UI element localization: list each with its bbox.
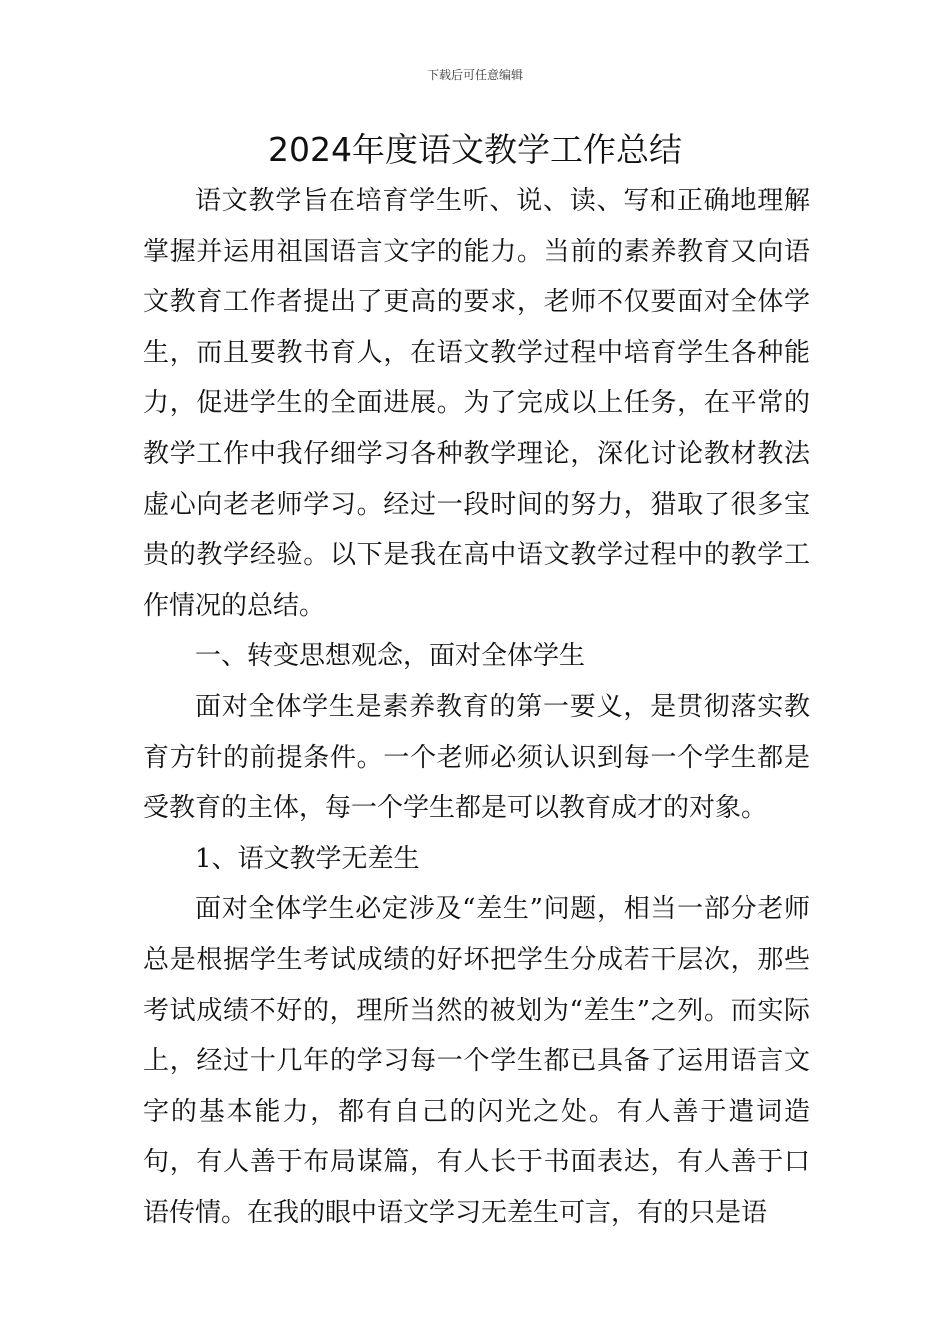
paragraph-intro: 语文教学旨在培育学生听、说、读、写和正确地理解掌握并运用祖国语言文字的能力。当前的素养教育又向语文教育工作者提出了更高的要求，老师不仅要面对全体学生，而且要教书育人，在语文教学过程中培育学生各种能力，促进学生的全面进展。为了完成以上任务，在平常的教学工作中我仔细学习各种教学理论，深化讨论教材教法虚心向老老师学习。经过一段时间的努力，猎取了很多宝贵的教学经验。以下是我在高中语文教学过程中的教学工作情况的总结。 (143, 186, 810, 621)
paragraph-section-1: 面对全体学生是素养教育的第一要义，是贯彻落实教育方针的前提条件。一个老师必须认识到每一个学生都是受教育的主体，每一个学生都是可以教育成才的对象。 (143, 691, 810, 824)
document-title: 2024年度语文教学工作总结 (268, 130, 682, 169)
paragraph-subsection-1: 面对全体学生必定涉及“差生”问题，相当一部分老师总是根据学生考试成绩的好坏把学生分成若干层次，那些考试成绩不好的，理所当然的被划为“差生”之列。而实际上，经过十几年的学习每一个学生都已具备了运用语言文字的基本能力，都有自己的闪光之处。有人善于遣词造句，有人善于布局谋篇，有人长于书面表达，有人善于口语传情。在我的眼中语文学习无差生可言，有的只是语 (143, 894, 810, 1228)
document-body (143, 176, 810, 1238)
heading-subsection-1: 1、语文教学无差生 (195, 843, 420, 874)
heading-section-1: 一、转变思想观念，面对全体学生 (195, 641, 586, 672)
header-note: 下载后可任意编辑 (426, 68, 523, 82)
